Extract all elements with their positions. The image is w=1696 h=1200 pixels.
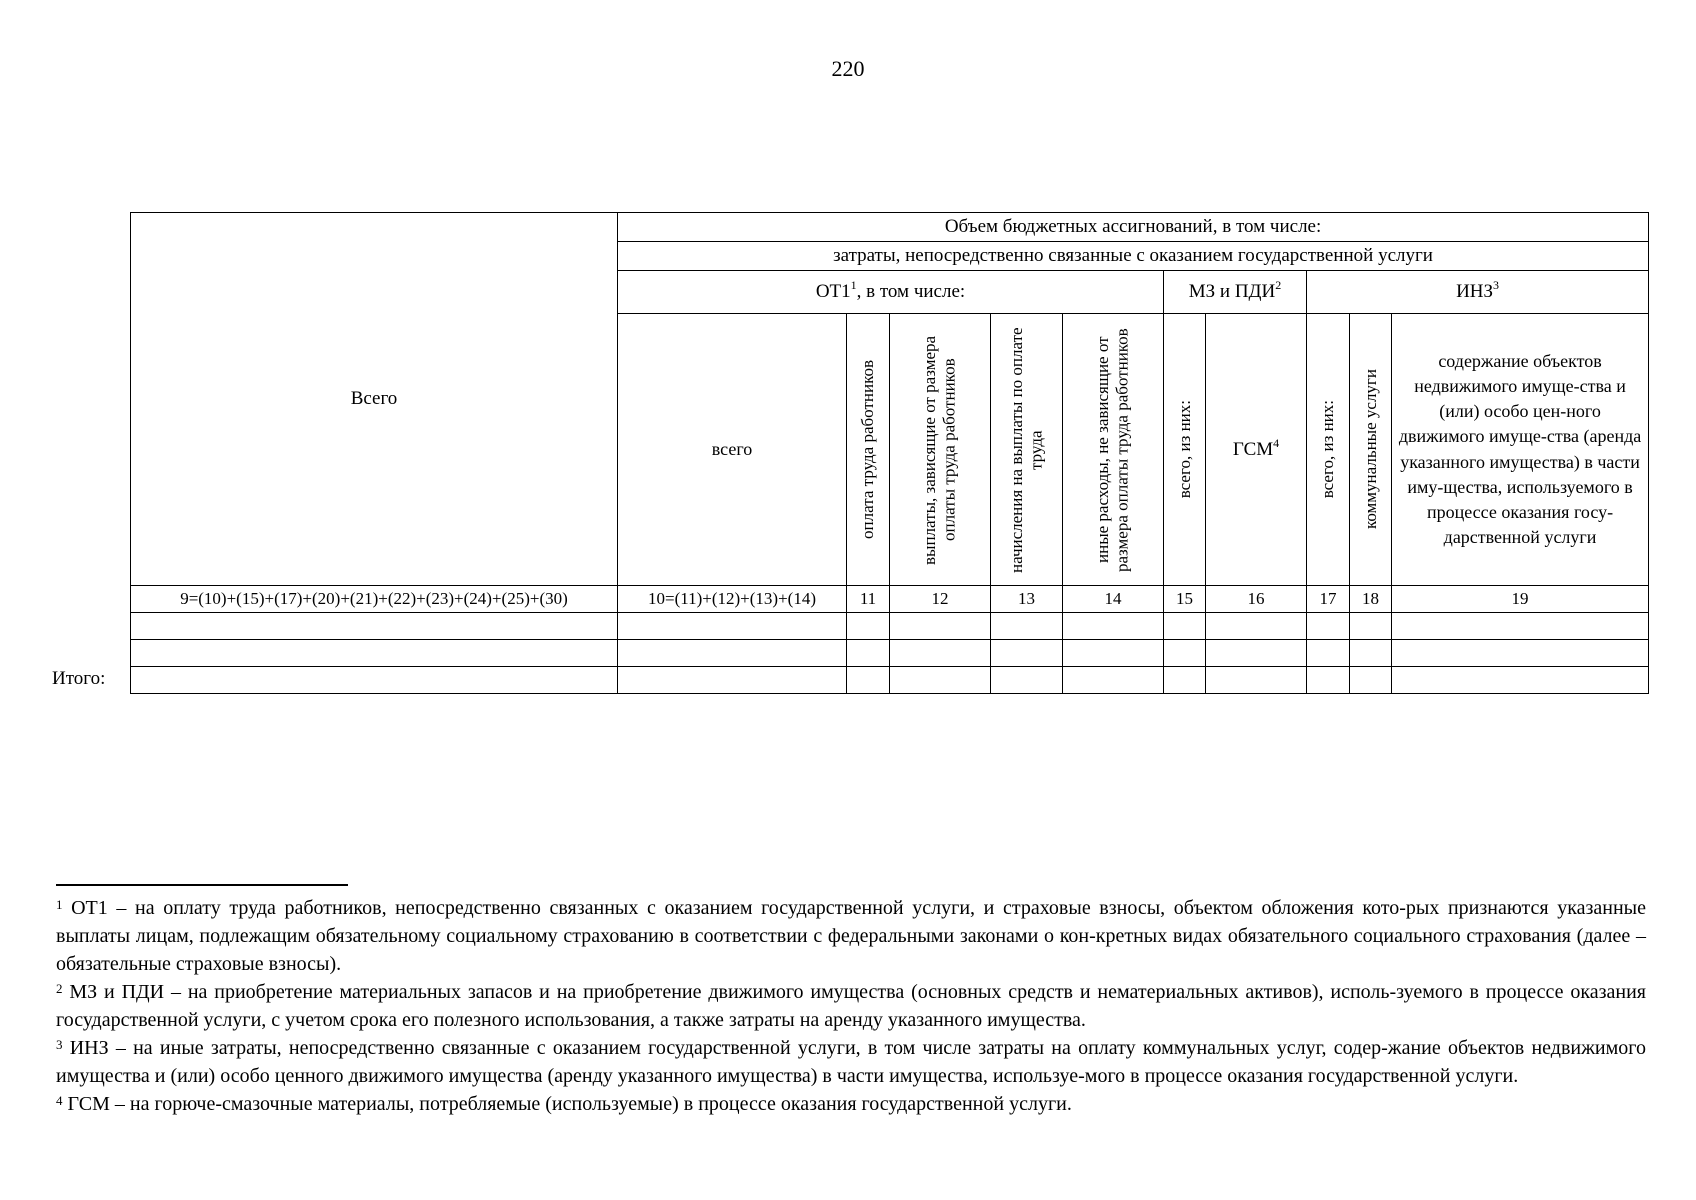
itogo-row xyxy=(131,667,1649,694)
header-total: Всего xyxy=(131,213,618,586)
column-number: 17 xyxy=(1307,586,1350,613)
subheader-inz-property: содержание объектов недвижимого имуще-ства и (или) особо цен-ного движимого имуще-ства (аренда указанного имущества) в части иму-щества, используемого в процессе оказания госу-дарственной услуги xyxy=(1392,314,1649,586)
header-mz-pdi: МЗ и ПДИ$^2$ xyxy=(1164,271,1307,314)
column-number: 18 xyxy=(1350,586,1392,613)
footnote-1: $^1$ ОТ1 – на оплату труда работников, непосредственно связанных с оказанием государственной услуги, и страховые взносы, объектом обложения кото-рых признаются указанные выплаты лицам, подлежащим обязательному социальному страхованию в соответствии с федеральными законами о кон-кретных видах обязательного социального страхования (далее – обязательные страховые взносы). xyxy=(56,897,1646,975)
subheader-mz-all: всего, из них: xyxy=(1164,314,1206,586)
table-row xyxy=(131,613,1649,640)
column-number: 19 xyxy=(1392,586,1649,613)
header-ot1: $ОТ1^1$, в том числе: xyxy=(618,271,1164,314)
header-costs: затраты, непосредственно связанные с оказанием государственной услуги xyxy=(618,242,1649,271)
subheader-ot-all: всего xyxy=(618,314,847,586)
column-number: 10=(11)+(12)+(13)+(14) xyxy=(618,586,847,613)
table-row xyxy=(131,640,1649,667)
footnote-4: $^4$ ГСМ – на горюче-смазочные материалы, потребляемые (используемые) в процессе оказания государственной услуги. xyxy=(56,1093,1072,1115)
subheader-inz-utilities: коммунальные услуги xyxy=(1350,314,1392,586)
column-numbers-row xyxy=(131,586,1649,613)
header-inz: ИНЗ$^3$ xyxy=(1307,271,1649,314)
column-number: 12 xyxy=(890,586,991,613)
header-budget: Объем бюджетных ассигнований, в том числе: xyxy=(618,213,1649,242)
footnote-3: $^3$ ИНЗ – на иные затраты, непосредственно связанные с оказанием государственной услуги, в том числе затраты на оплату коммунальных услуг, содер-жание объектов недвижимого имущества и (или) особо ценного движимого имущества (аренду указанного имущества) в части имущества, используе-мого в процессе оказания государственной услуги. xyxy=(56,1037,1646,1087)
subheader-ot-accrual: начисления на выплаты по оплате труда xyxy=(991,314,1063,586)
budget-table xyxy=(130,212,1649,694)
column-number: 15 xyxy=(1164,586,1206,613)
column-number: 14 xyxy=(1063,586,1164,613)
column-number: 11 xyxy=(847,586,890,613)
page-number: 220 xyxy=(831,56,865,81)
footnote-divider xyxy=(56,884,348,886)
column-number: 16 xyxy=(1206,586,1307,613)
footnote-2: $^2$ МЗ и ПДИ – на приобретение материальных запасов и на приобретение движимого имущества (основных средств и нематериальных активов), исполь-зуемого в процессе оказания государственной услуги, с учетом срока его полезного использования, а также затраты на аренду указанного имущества. xyxy=(56,981,1646,1031)
itogo-label: Итого: xyxy=(52,668,106,689)
subheader-inz-all: всего, из них: xyxy=(1307,314,1350,586)
column-number: 9=(10)+(15)+(17)+(20)+(21)+(22)+(23)+(24)+(25)+(30) xyxy=(131,586,618,613)
subheader-ot-pay: оплата труда работников xyxy=(847,314,890,586)
subheader-gsm: ГСМ$^4$ xyxy=(1206,314,1307,586)
column-number: 13 xyxy=(991,586,1063,613)
subheader-ot-depend: выплаты, зависящие от размера оплаты труда работников xyxy=(890,314,991,586)
footnotes xyxy=(56,894,1646,1118)
subheader-ot-other: иные расходы, не зависящие от размера оплаты труда работников xyxy=(1063,314,1164,586)
